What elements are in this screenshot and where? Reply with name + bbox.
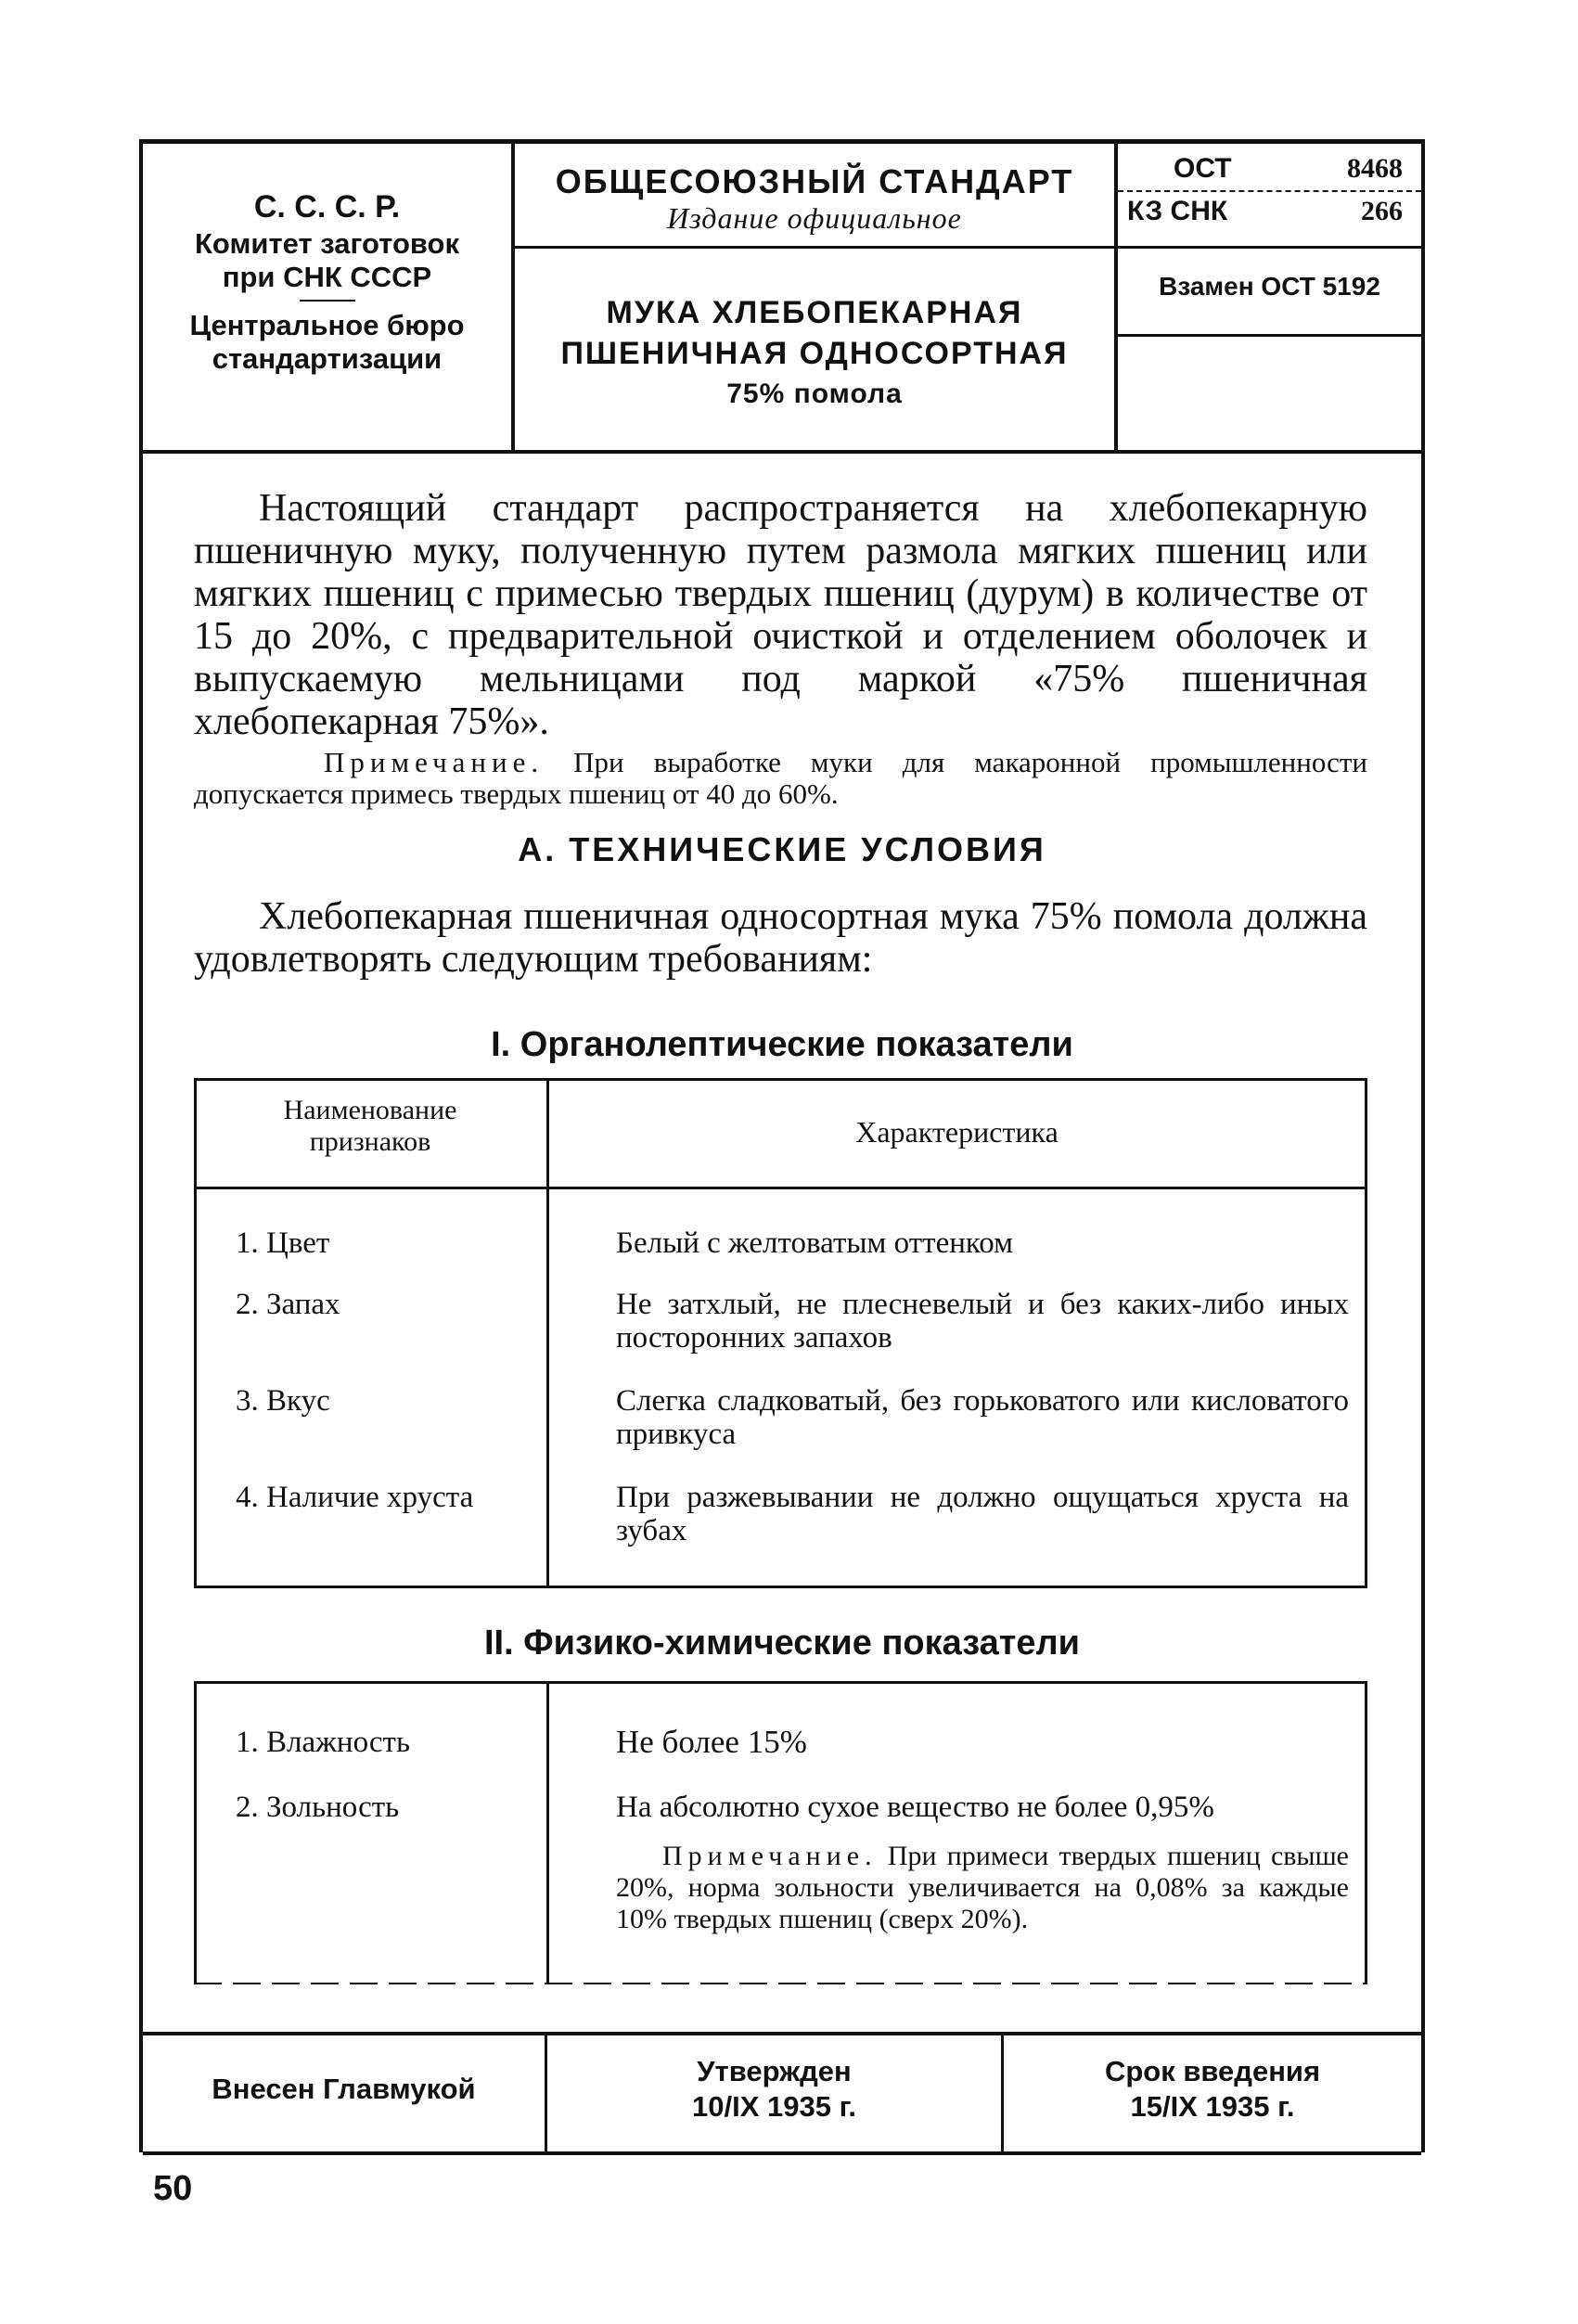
kz-number: 266 [1361, 196, 1403, 226]
standard-type: ОБЩЕСОЮЗНЫЙ СТАНДАРТ [555, 162, 1074, 200]
table1-row-name: 2. Запах [236, 1288, 340, 1321]
table1-row-name: 1. Цвет [236, 1226, 330, 1260]
footer-block [143, 2032, 1421, 2155]
note-text: При выработке муки для макаронной промышленности допускается примесь твердых пшениц от 40 до 60%. [194, 746, 1368, 810]
org-committee-line1: Комитет заготовок [195, 227, 459, 260]
table1-row-name: 4. Наличие хруста [236, 1481, 474, 1514]
org-bureau-line2: стандартизации [212, 342, 443, 375]
table1-organoleptic [194, 1078, 1367, 1588]
table2-physicochemical [194, 1681, 1367, 1985]
title-line2: ПШЕНИЧНАЯ ОДНОСОРТНАЯ [560, 336, 1069, 371]
table1-title: I. Органолептические показатели [491, 1025, 1073, 1064]
table2-note [616, 1841, 1349, 1935]
effective-block [1004, 2054, 1421, 2125]
effective-date: 15/IX 1935 г. [1130, 2090, 1295, 2123]
replaces-standard: Взамен ОСТ 5192 [1159, 272, 1380, 301]
section-a-title: А. ТЕХНИЧЕСКИЕ УСЛОВИЯ [518, 830, 1046, 868]
document-page [139, 139, 1425, 2152]
kz-label: КЗ СНК [1127, 196, 1228, 226]
title-line3: 75% помола [726, 379, 903, 409]
title-line1: МУКА ХЛЕБОПЕКАРНАЯ [606, 295, 1023, 330]
section-a-lead: Хлебопекарная пшеничная односортная мука 75% помола должна удовлетворять следующим требованиям: [194, 895, 1367, 981]
table2-note-label: Примечание. [662, 1841, 878, 1871]
approved-label: Утвержден [697, 2055, 852, 2087]
intro-note [194, 747, 1367, 810]
introduced-by: Внесен Главмукой [212, 2073, 476, 2105]
document-title [515, 292, 1114, 415]
effective-label: Срок введения [1104, 2055, 1321, 2087]
table1-row-value: Не затхлый, не плесневелый и без каких-либо иных посторонних запахов [616, 1288, 1349, 1355]
standard-number-block [1118, 151, 1421, 231]
table2-row-value: На абсолютно сухое вещество не более 0,95% [616, 1791, 1214, 1824]
approved-block [547, 2054, 1001, 2125]
org-country: С. С. С. Р. [253, 189, 401, 225]
table2-row-value: Не более 15% [616, 1724, 807, 1760]
page-number: 50 [153, 2169, 193, 2208]
table1-row-value: При разжевывании не должно ощущаться хруста на зубах [616, 1481, 1349, 1547]
table1-row-value: Белый с желтоватым оттенком [616, 1226, 1014, 1260]
table2-note-text: При примеси твердых пшениц свыше 20%, норма зольности увеличивается на 0,08% за каждые 10% твердых пшениц (сверх 20%). [616, 1841, 1349, 1934]
org-block [143, 190, 511, 376]
ost-label: ОСТ [1174, 153, 1232, 184]
header-block [143, 139, 1421, 454]
table2-row-name: 2. Зольность [236, 1791, 400, 1824]
table2-row-name: 1. Влажность [236, 1726, 411, 1759]
table1-row-value: Слегка сладковатый, без горьковатого или кисловатого привкуса [616, 1384, 1349, 1451]
org-committee-line2: при СНК СССР [222, 261, 432, 293]
ost-number: 8468 [1347, 153, 1403, 184]
col1-header-line2: признаков [309, 1126, 431, 1157]
table1-row-name: 3. Вкус [236, 1384, 330, 1418]
intro-paragraph: Настоящий стандарт распространяется на хлебопекарную пшеничную муку, полученную путем размола мягких пшениц или мягких пшениц с примесью твердых пшениц (дурум) в количестве от 15 до 20%, с предварительной очисткой и отделением оболочек и выпускаемую мельницами под маркой «75% пшеничная хлебопекарная 75%». [194, 487, 1367, 743]
edition-label: Издание официальное [667, 201, 962, 235]
col1-header-line1: Наименование [283, 1095, 457, 1125]
approved-date: 10/IX 1935 г. [692, 2090, 856, 2123]
table1-col1-header [194, 1095, 546, 1158]
org-bureau-line1: Центральное бюро [189, 309, 465, 341]
table2-title: II. Физико-химические показатели [483, 1624, 1081, 1663]
table1-col2-header: Характеристика [855, 1115, 1058, 1149]
note-label: Примечание. [324, 746, 545, 778]
